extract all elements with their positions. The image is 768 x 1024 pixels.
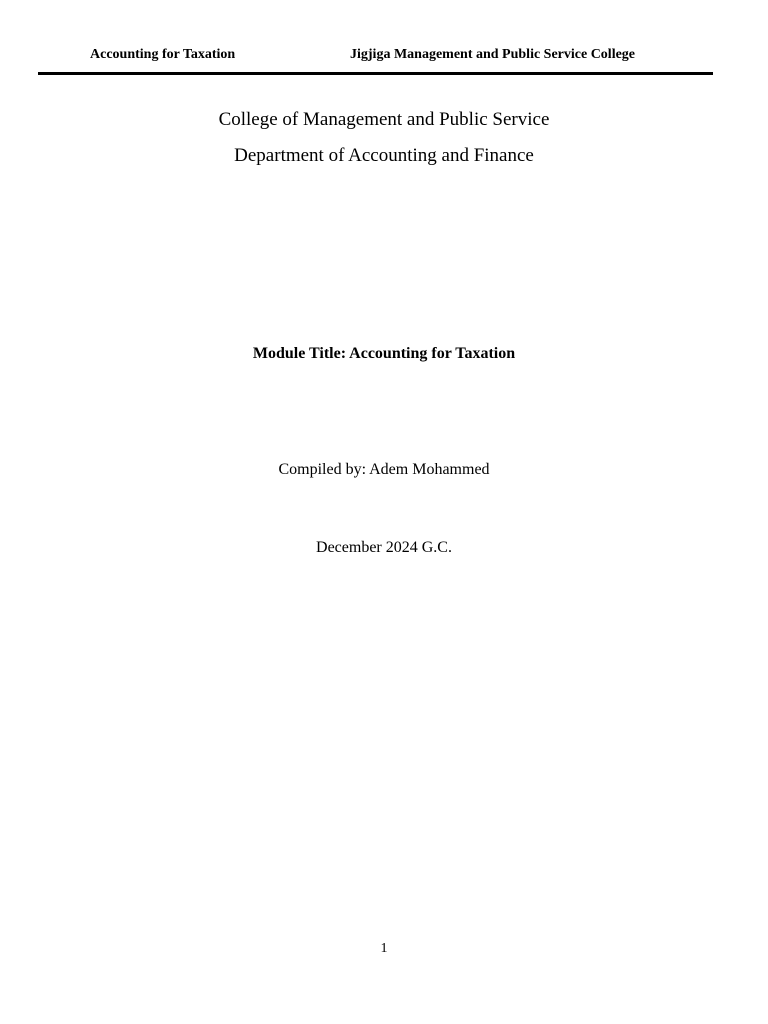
college-name: College of Management and Public Service — [218, 109, 550, 130]
header-institution-name: Jigjiga Management and Public Service College — [350, 47, 636, 62]
header-course-title: Accounting for Taxation — [90, 47, 236, 62]
publication-date: December 2024 G.C. — [316, 539, 452, 556]
module-title: Module Title: Accounting for Taxation — [252, 345, 516, 362]
compiled-by: Compiled by: Adem Mohammed — [278, 461, 490, 478]
department-name: Department of Accounting and Finance — [234, 145, 534, 166]
page-number: 1 — [380, 941, 388, 956]
header-divider — [38, 72, 713, 75]
